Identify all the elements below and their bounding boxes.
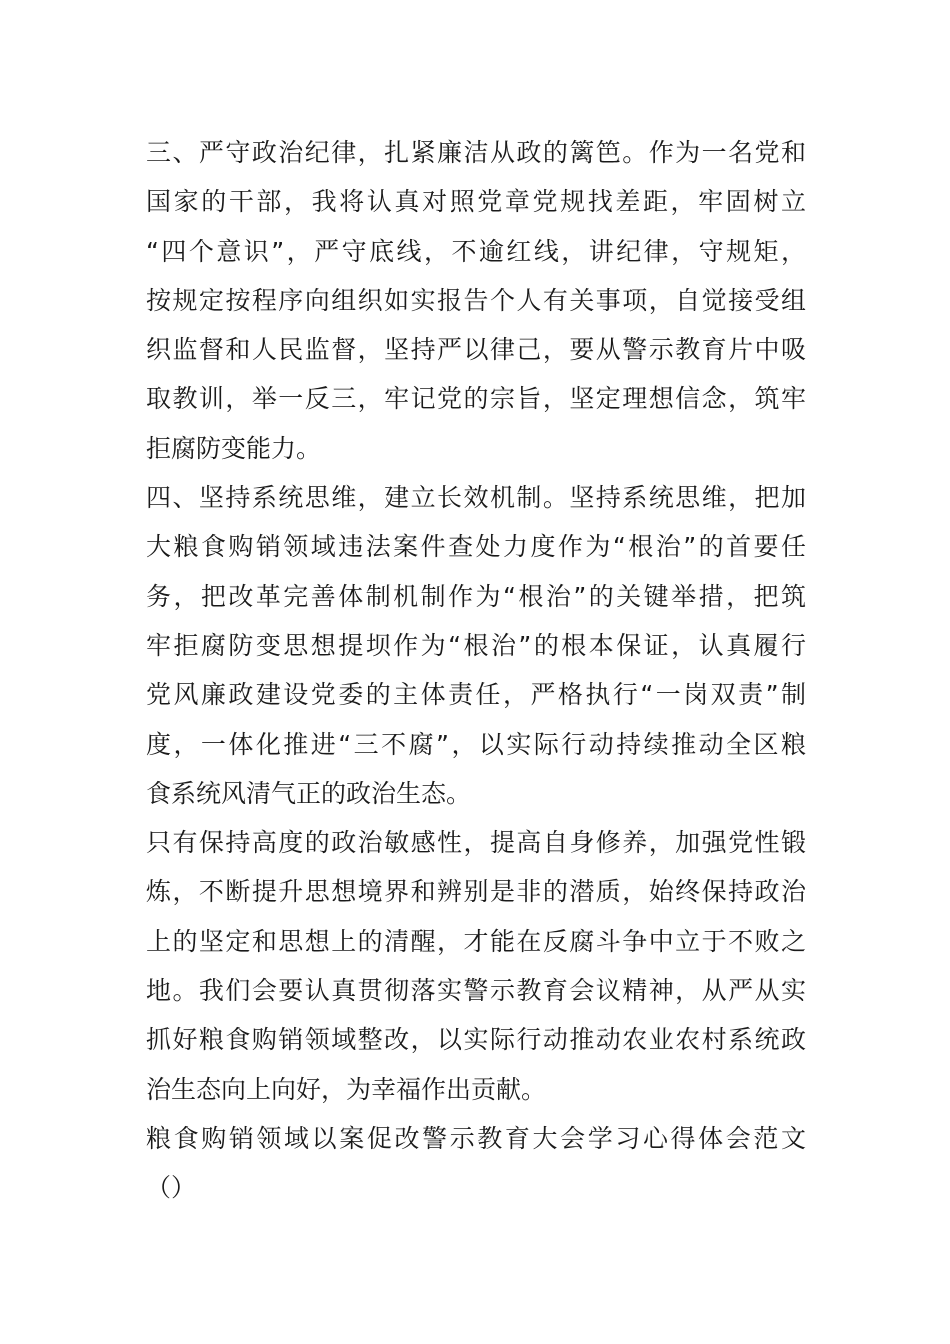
text-line: 粮食购销领域以案促改警示教育大会学习心得体会范文 bbox=[146, 1123, 806, 1153]
text-line: 党风廉政建设党委的主体责任，严格执行“一岗双责”制 bbox=[146, 680, 806, 710]
text-line: 上的坚定和思想上的清醒，才能在反腐斗争中立于不败之 bbox=[146, 926, 806, 956]
text-line: 三、严守政治纪律，扎紧廉洁从政的篱笆。作为一名党和 bbox=[146, 138, 806, 167]
text-line: 按规定按程序向组织如实报告个人有关事项，自觉接受组 bbox=[146, 285, 806, 315]
text-line: 大粮食购销领域违法案件查处力度作为“根治”的首要任 bbox=[146, 532, 806, 562]
paragraph-strict-discipline bbox=[146, 128, 806, 473]
text-line: 务，把改革完善体制机制作为“根治”的关键举措，把筑 bbox=[146, 581, 806, 611]
text-line: “四个意识”，严守底线，不逾红线，讲纪律，守规矩， bbox=[146, 236, 806, 266]
text-line: （） bbox=[146, 1173, 197, 1203]
text-line: 牢拒腐防变思想提坝作为“根治”的根本保证，认真履行 bbox=[146, 630, 806, 660]
paragraph-system-thinking bbox=[146, 473, 806, 818]
text-line: 织监督和人民监督，坚持严以律己，要从警示教育片中吸 bbox=[146, 335, 806, 365]
text-line: 只有保持高度的政治敏感性，提高自身修养，加强党性锻 bbox=[146, 828, 806, 858]
text-line: 治生态向上向好，为幸福作出贡献。 bbox=[146, 1074, 547, 1104]
text-line: 四、坚持系统思维，建立长效机制。坚持系统思维，把加 bbox=[146, 483, 806, 513]
paragraph-political-sensitivity bbox=[146, 818, 806, 1114]
text-line: 取教训，举一反三，牢记党的宗旨，坚定理想信念，筑牢 bbox=[146, 384, 806, 414]
text-line: 食系统风清气正的政治生态。 bbox=[146, 778, 472, 808]
paragraph-heading-essay bbox=[146, 1114, 806, 1213]
text-line: 炼，不断提升思想境界和辨别是非的潜质，始终保持政治 bbox=[146, 877, 806, 907]
text-line: 拒腐防变能力。 bbox=[146, 433, 322, 463]
document-body bbox=[146, 128, 806, 1213]
text-line: 度，一体化推进“三不腐”，以实际行动持续推动全区粮 bbox=[146, 729, 806, 759]
text-line: 国家的干部，我将认真对照党章党规找差距，牢固树立 bbox=[146, 187, 806, 217]
text-line: 地。我们会要认真贯彻落实警示教育会议精神，从严从实 bbox=[146, 976, 806, 1006]
text-line: 抓好粮食购销领域整改，以实际行动推动农业农村系统政 bbox=[146, 1025, 806, 1055]
